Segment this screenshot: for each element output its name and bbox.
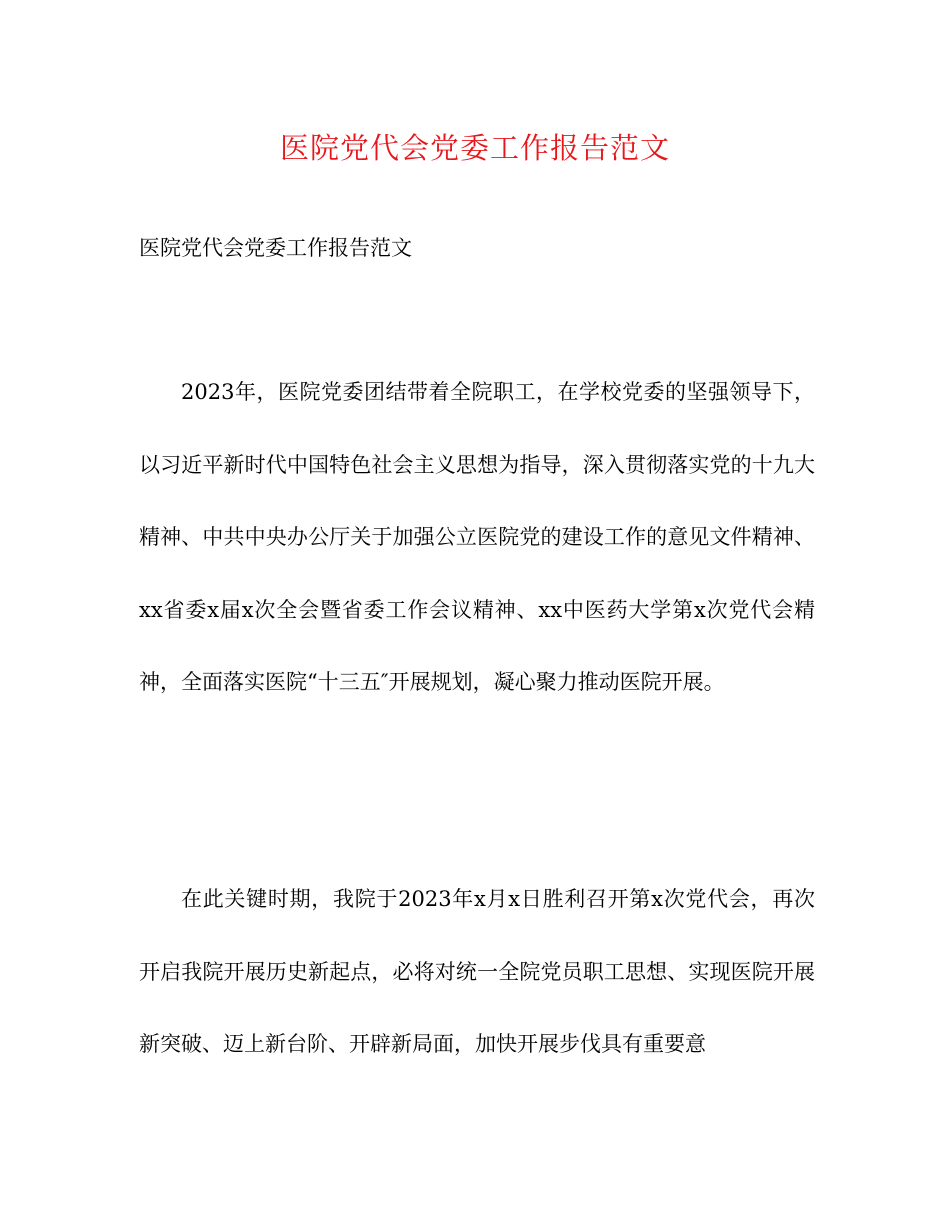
document-subtitle: 医院党代会党委工作报告范文 bbox=[139, 236, 412, 260]
body-paragraph-1: 2023年，医院党委团结带着全院职工，在学校党委的坚强领导下，以习近平新时代中国特色社会主义思想为指导，深入贯彻落实党的十九大精神、中共中央办公厅关于加强公立医院党的建设工作的意见文件精神、xx省委x届x次全会暨省委工作会议精神、xx中医药大学第x次党代会精神，全面落实医院“十三五″开展规划，凝心聚力推动医院开展。 bbox=[139, 380, 815, 694]
body-paragraph-2: 在此关键时期，我院于2023年x月x日胜利召开第x次党代会，再次开启我院开展历史新起点，必将对统一全院党员职工思想、实现医院开展新突破、迈上新台阶、开辟新局面，加快开展步伐具有重要意 bbox=[139, 887, 815, 1056]
document-title: 医院党代会党委工作报告范文 bbox=[279, 131, 670, 165]
